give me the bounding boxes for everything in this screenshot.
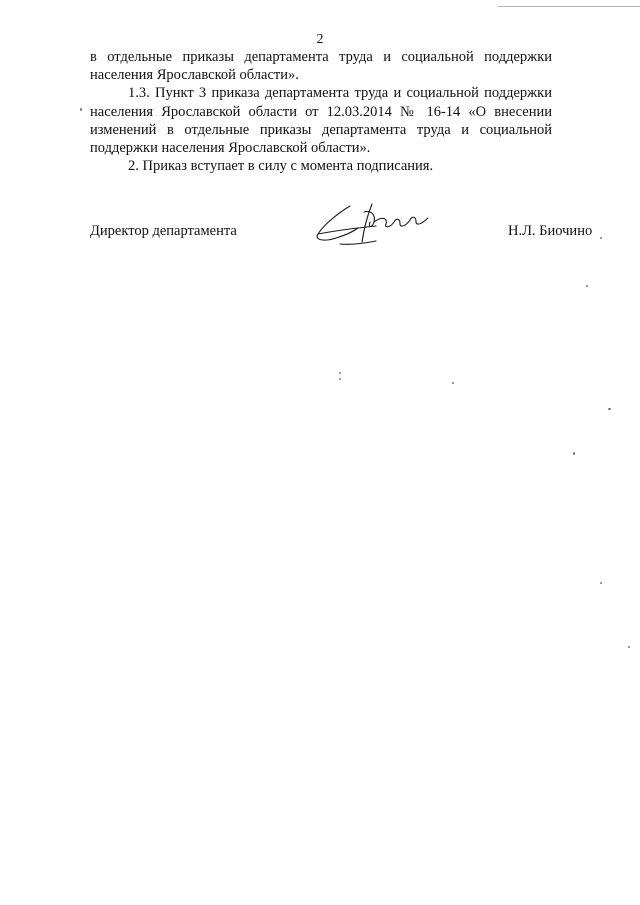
scan-speck xyxy=(608,408,611,410)
scan-speck xyxy=(80,108,82,111)
scan-speck xyxy=(339,378,341,380)
scan-edge-line xyxy=(498,6,640,7)
scan-speck xyxy=(339,372,341,374)
signer-position-title: Директор департамента xyxy=(90,223,237,239)
document-body xyxy=(90,48,552,175)
signer-name: Н.Л. Биочино xyxy=(508,223,593,239)
handwritten-signature xyxy=(310,198,460,250)
scan-speck xyxy=(600,237,602,239)
scan-speck xyxy=(600,582,602,584)
page-number: 2 xyxy=(316,32,324,47)
paragraph-item-1-3: 1.3. Пункт 3 приказа департамента труда и социальной поддержки населения Ярославской области от 12.03.2014 № 16-14 «О внесении изменений в отдельные приказы департамента труда и социальной поддержки населения Ярославской области». xyxy=(90,85,552,157)
scan-speck xyxy=(573,452,575,455)
scan-speck xyxy=(452,382,454,384)
paragraph-continuation: в отдельные приказы департамента труда и социальной поддержки населения Ярославской области». xyxy=(90,49,552,84)
scan-speck xyxy=(586,285,588,287)
paragraph-item-2: 2. Приказ вступает в силу с момента подписания. xyxy=(128,158,434,175)
scan-speck xyxy=(628,646,630,648)
